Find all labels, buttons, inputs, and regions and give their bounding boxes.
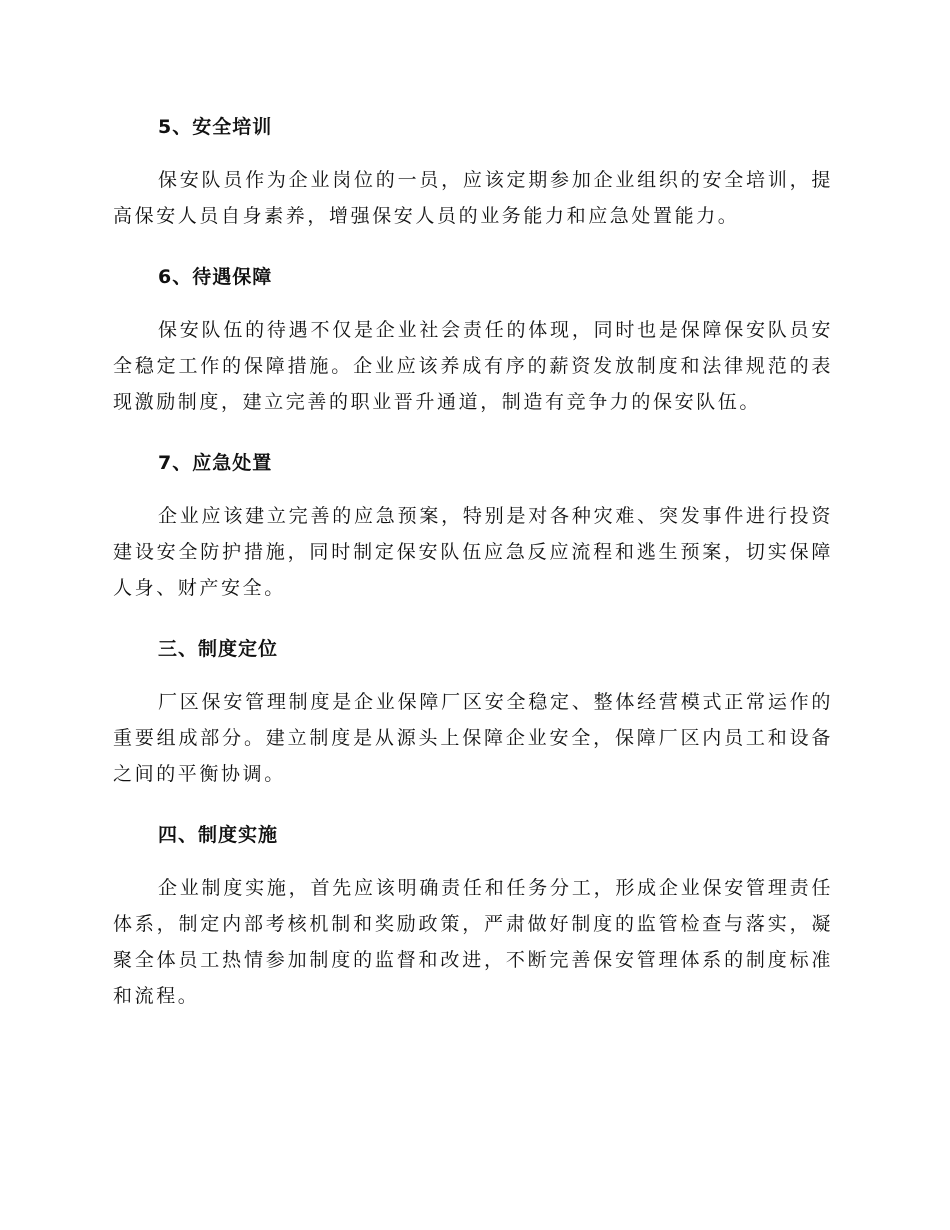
section-heading-safety-training: 5、安全培训	[158, 116, 273, 138]
section-paragraph-safety-training: 保安队员作为企业岗位的一员，应该定期参加企业组织的安全培训，提高保安人员自身素养，增强保安人员的业务能力和应急处置能力。	[113, 169, 833, 227]
section-paragraph-implementation: 企业制度实施，首先应该明确责任和任务分工，形成企业保安管理责任体系，制定内部考核机制和奖励政策，严肃做好制度的监管检查与落实，凝聚全体员工热情参加制度的监督和改进，不断完善保安管理体系的制度标准和流程。	[113, 877, 833, 1007]
section-heading-emergency: 7、应急处置	[158, 452, 273, 474]
section-heading-benefits: 6、待遇保障	[158, 266, 273, 288]
document-body	[113, 110, 833, 1040]
section-paragraph-benefits: 保安队伍的待遇不仅是企业社会责任的体现，同时也是保障保安队员安全稳定工作的保障措施。企业应该养成有序的薪资发放制度和法律规范的表现激励制度，建立完善的职业晋升通道，制造有竞争力的保安队伍。	[113, 319, 833, 413]
section-heading-implementation: 四、制度实施	[158, 824, 279, 846]
section-paragraph-positioning: 厂区保安管理制度是企业保障厂区安全稳定、整体经营模式正常运作的重要组成部分。建立制度是从源头上保障企业安全，保障厂区内员工和设备之间的平衡协调。	[113, 691, 833, 785]
section-paragraph-emergency: 企业应该建立完善的应急预案，特别是对各种灾难、突发事件进行投资建设安全防护措施，同时制定保安队伍应急反应流程和逃生预案，切实保障人身、财产安全。	[113, 505, 833, 599]
section-heading-positioning: 三、制度定位	[158, 638, 279, 660]
